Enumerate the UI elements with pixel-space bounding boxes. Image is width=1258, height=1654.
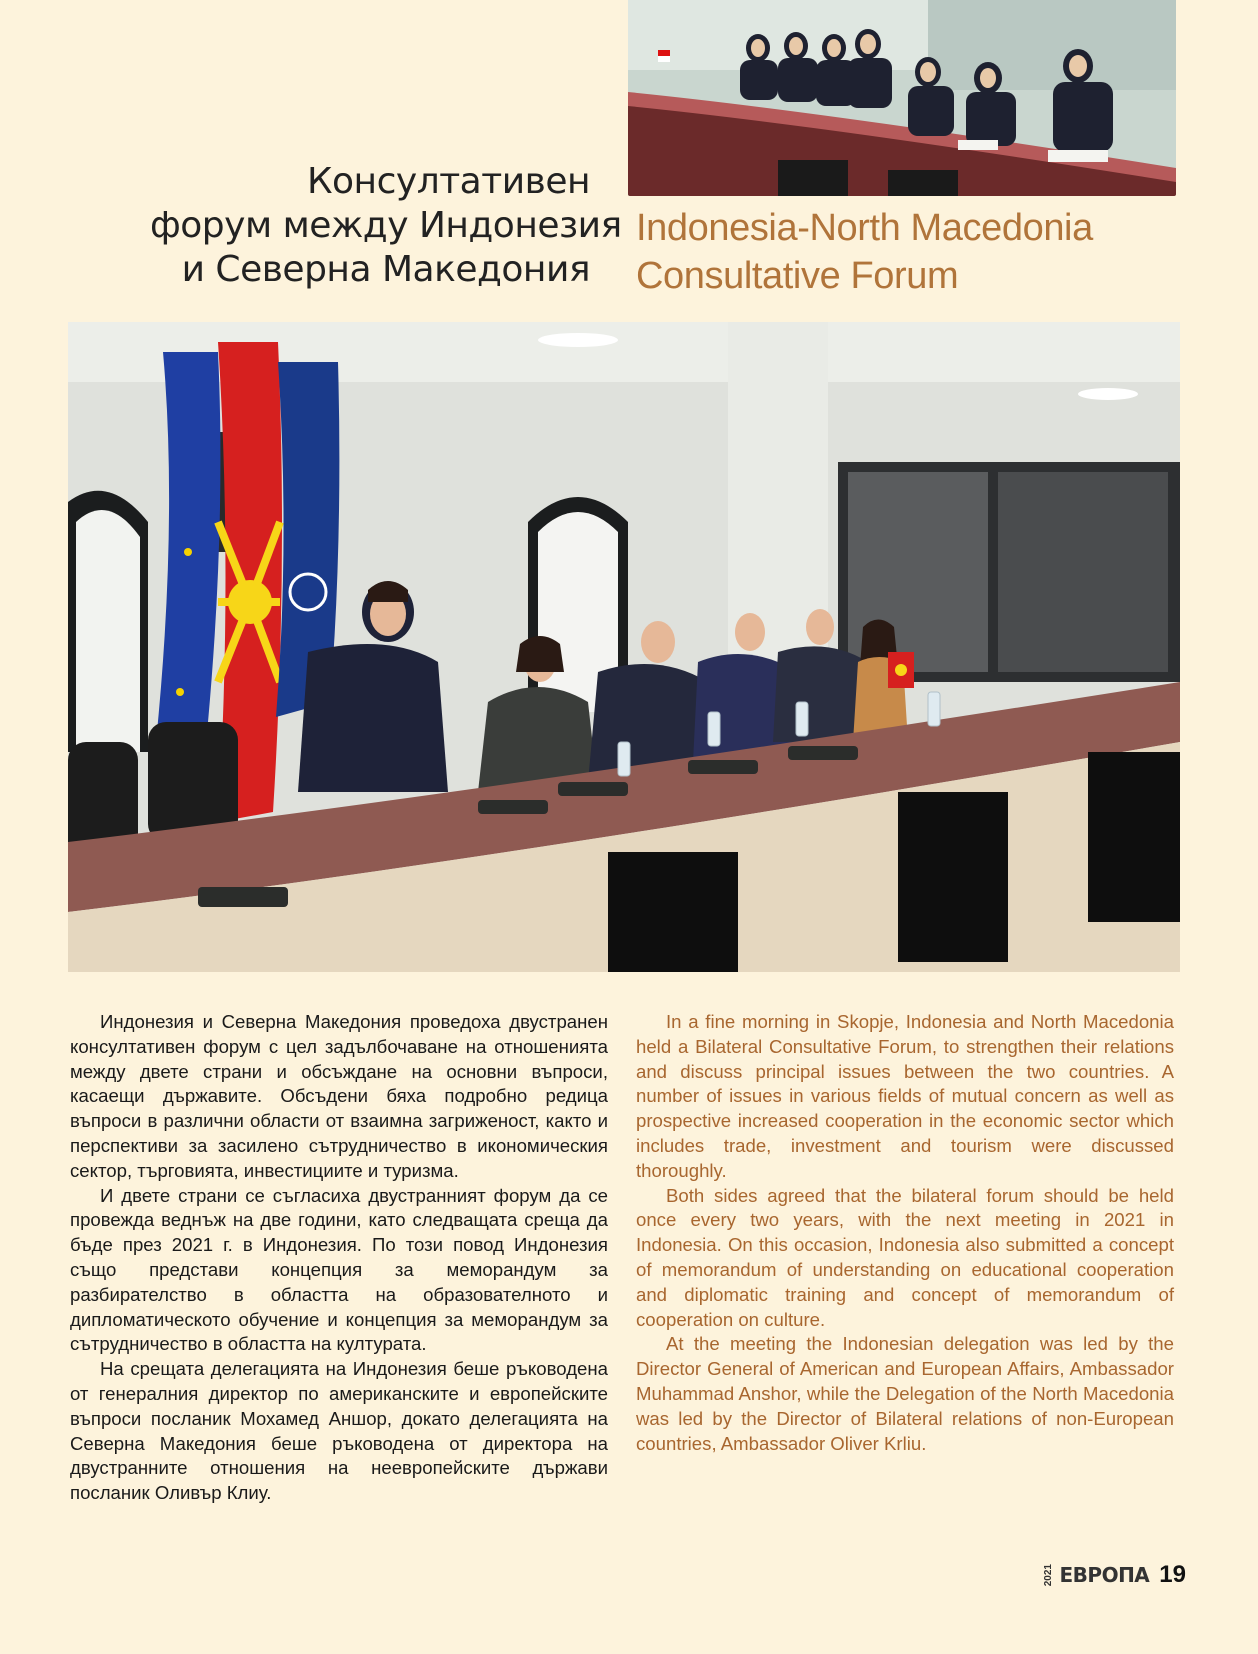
page-footer — [1044, 1560, 1187, 1590]
title-bulgarian — [150, 160, 622, 292]
page-number: 19 — [1159, 1561, 1186, 1588]
indonesian-delegation-photo — [628, 0, 1176, 196]
title-bg-line-3: и Северна Македония — [181, 249, 590, 290]
body-bulgarian — [70, 1010, 608, 1506]
macedonian-delegation-photo — [68, 322, 1180, 972]
bg-paragraph-2: И двете страни се съгласиха двустранният форум да се провежда веднъж на две години, като следващата среща да бъде през 2021 г. в Индонезия. По този повод Индонезия също представи концепция за меморандум за разбирателство в областта на образователното и дипломатическото обучение и концепция за меморандум за сътрудничество в областта на културата. — [70, 1184, 608, 1355]
title-bg-line-1: Консултативен — [306, 161, 590, 202]
en-paragraph-3: At the meeting the Indonesian delegation was led by the Director General of American and European Affairs, Ambassador Muhammad Anshor, while the Delegation of the North Macedonia was led by the Director of Bilateral relations of non-European countries, Ambassador Oliver Krliu. — [636, 1333, 1174, 1454]
bg-paragraph-1: Индонезия и Северна Македония проведоха двустранен консултативен форум с цел задълбочаване на отношенията между двете страни и обсъждане на основни въпроси, касаещи държавите. Обсъдени бяха подробно редица въпроси в различни области от взаимна загриженост, както и перспективи за засилено сътрудничество в икономическия сектор, търговията, инвестициите и туризма. — [70, 1011, 608, 1181]
title-en-line-2: Consultative Forum — [636, 255, 959, 297]
en-paragraph-2: Both sides agreed that the bilateral forum should be held once every two years, with the next meeting in 2021 in Indonesia. On this occasion, Indonesia also submitted a concept of memorandum of understanding on educational cooperation and diplomatic training and concept of memorandum of cooperation on culture. — [636, 1184, 1174, 1330]
en-paragraph-1: In a fine morning in Skopje, Indonesia and North Macedonia held a Bilateral Consultative Forum, to strengthen their relations and discuss principal issues between the two countries. A number of issues in various fields of mutual concern as well as prospective increased cooperation in the economic sector which includes trade, investment and tourism were discussed thoroughly. — [636, 1011, 1174, 1181]
bg-paragraph-3: На срещата делегацията на Индонезия беше ръководена от генералния директор по американските и европейските въпроси посланик Мохамед Аншор, докато делегацията на Северна Македония беше ръководена от директора на двустранните отношения на неевропейските държави посланик Оливър Клиу. — [70, 1358, 608, 1504]
footer-year: 2021 — [1042, 1563, 1054, 1587]
title-en-line-1: Indonesia-North Macedonia — [636, 207, 1093, 249]
magazine-name: ЕВРОПА — [1059, 1563, 1150, 1587]
title-english — [636, 204, 1176, 300]
body-english — [636, 1010, 1174, 1456]
title-bg-line-2: форум между Индонезия — [150, 205, 622, 246]
